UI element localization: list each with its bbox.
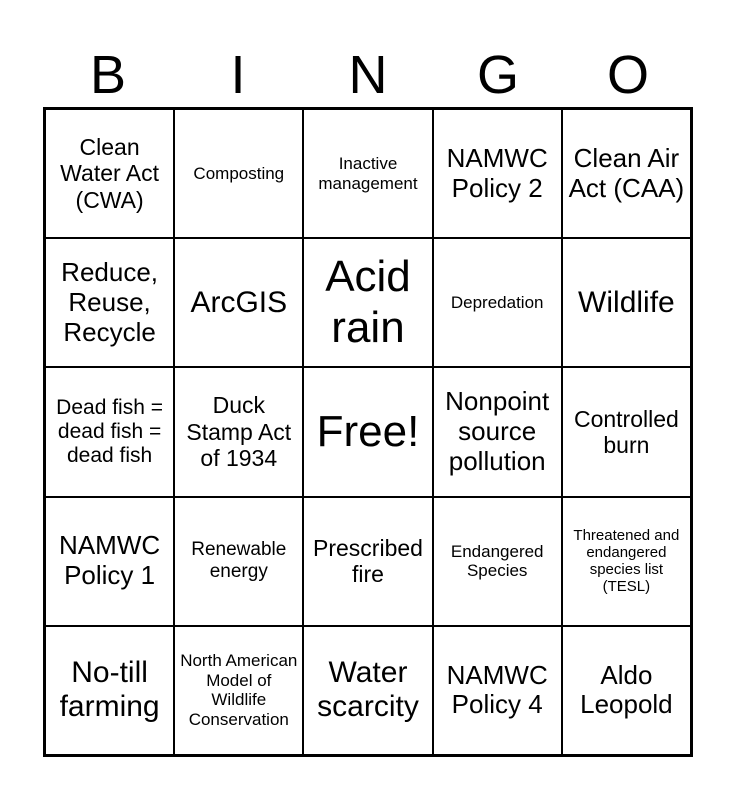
bingo-cell[interactable] [433,626,562,755]
bingo-cell[interactable] [174,109,303,238]
bingo-cell[interactable] [433,367,562,496]
cell-text: Acid rain [325,252,411,352]
cell-text: Duck Stamp Act of 1934 [186,392,292,472]
bingo-cell[interactable] [303,497,432,626]
bingo-cell[interactable] [433,497,562,626]
cell-text: Aldo Leopold [580,659,673,720]
header-letter-b: B [89,45,127,105]
bingo-cell[interactable] [562,109,691,238]
cell-text: Wildlife [578,285,675,319]
cell-text: ArcGIS [190,285,288,319]
cell-text: NAMWC Policy 2 [446,142,548,203]
bingo-cell[interactable] [303,238,432,367]
cell-text: Renewable energy [191,539,287,583]
header-letter-n: N [348,45,388,105]
bingo-cell[interactable] [174,238,303,367]
cell-text: Threatened and endangered species list (TESL) [573,526,680,596]
cell-text: Controlled burn [573,405,679,458]
cell-text: Composting [193,163,285,183]
bingo-cell[interactable] [45,367,174,496]
cell-text: Prescribed fire [313,534,423,588]
cell-text: Inactive management [318,154,418,193]
bingo-cell[interactable] [174,497,303,626]
header-letter-i: I [230,45,246,105]
cell-text: Water scarcity [317,655,419,724]
cell-text: Clean Water Act (CWA) [60,133,160,213]
bingo-board [43,107,693,757]
bingo-header [43,44,693,106]
header-letter-o: O [606,45,649,105]
bingo-cell[interactable] [562,497,691,626]
bingo-cell[interactable] [45,626,174,755]
bingo-cell[interactable] [562,238,691,367]
cell-text: Depredation [450,293,544,313]
bingo-cell[interactable] [174,367,303,496]
bingo-cell[interactable] [174,626,303,755]
cell-text: Free! [316,406,420,456]
bingo-cell[interactable] [303,109,432,238]
cell-text: NAMWC Policy 4 [446,659,548,720]
header-letter-g: G [476,45,519,105]
cell-text: NAMWC Policy 1 [59,530,161,591]
cell-text: Endangered Species [450,541,544,581]
bingo-cell[interactable] [562,367,691,496]
cell-text: Dead fish = dead fish = dead fish [56,395,163,468]
bingo-cell[interactable] [433,238,562,367]
cell-text: Reduce, Reuse, Recycle [61,256,159,347]
cell-text: No-till farming [59,655,160,724]
cell-text: Nonpoint source pollution [445,386,550,476]
bingo-cell[interactable] [45,238,174,367]
bingo-cell-free-space[interactable] [303,367,432,496]
bingo-cell[interactable] [45,109,174,238]
bingo-cell[interactable] [45,497,174,626]
bingo-cell[interactable] [433,109,562,238]
bingo-cell[interactable] [562,626,691,755]
cell-text: North American Model of Wildlife Conservation [180,651,298,729]
bingo-cell[interactable] [303,626,432,755]
cell-text: Clean Air Act (CAA) [568,142,685,203]
